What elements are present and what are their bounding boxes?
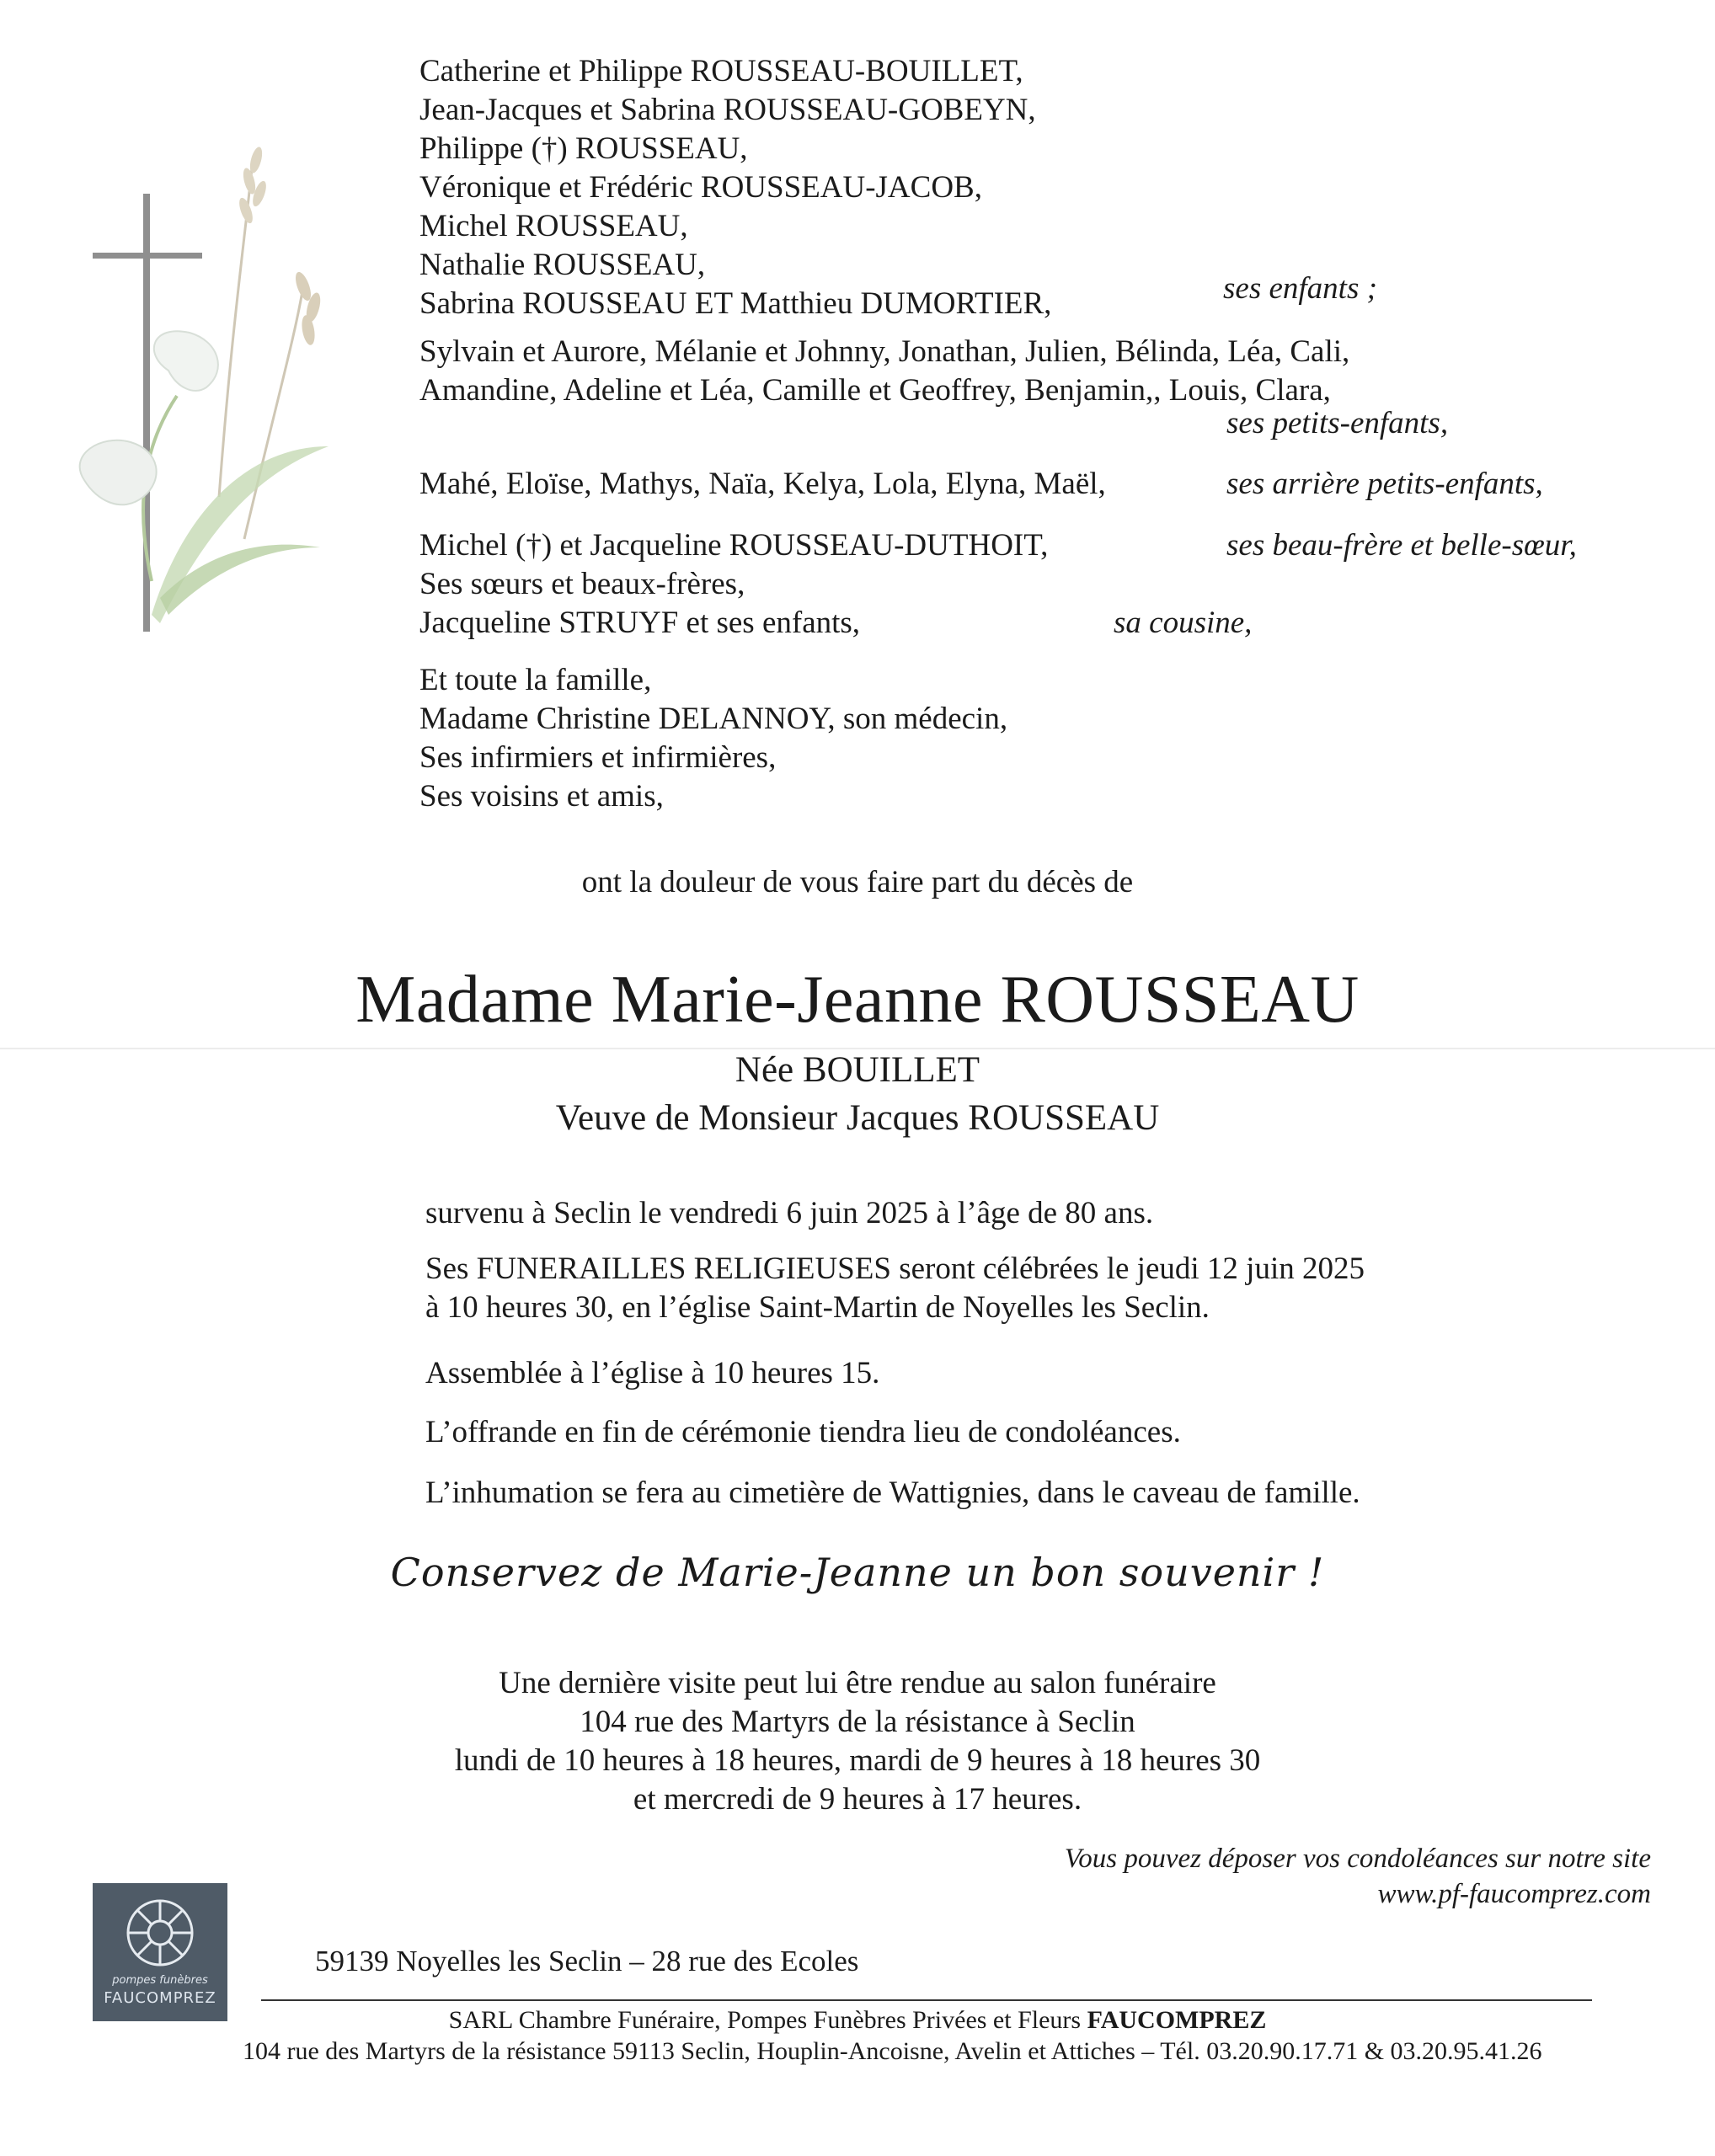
deceased-name: Madame Marie-Jeanne ROUSSEAU <box>355 963 1360 1037</box>
detail-burial: L’inhumation se fera au cimetière de Wattignies, dans le caveau de famille. <box>425 1476 1360 1510</box>
others-line: Ses infirmiers et infirmières, <box>419 740 777 775</box>
footer-company <box>0 2004 1715 2036</box>
others-line: Madame Christine DELANNOY, son médecin, <box>419 702 1008 736</box>
detail-funeral-line: Ses FUNERAILLES RELIGIEUSES seront célébrées le jeudi 12 juin 2025 <box>425 1251 1365 1286</box>
detail-funeral <box>425 1250 1365 1327</box>
footer-company-prefix: SARL Chambre Funéraire, Pompes Funèbres Privées et Fleurs <box>448 2006 1087 2034</box>
child-line: Véronique et Frédéric ROUSSEAU-JACOB, <box>419 170 982 205</box>
condolences-line: Vous pouvez déposer vos condoléances sur notre site <box>1064 1844 1651 1874</box>
logo-brand: FAUCOMPREZ <box>104 1989 216 2007</box>
birth-name: Née BOUILLET <box>735 1050 980 1090</box>
visit-line: lundi de 10 heures à 18 heures, mardi de 9 heures à 18 heures 30 <box>454 1743 1261 1778</box>
relation-cousin: sa cousine, <box>1114 606 1253 640</box>
child-line: Philippe (†) ROUSSEAU, <box>419 131 748 166</box>
child-line: Jean-Jacques et Sabrina ROUSSEAU-GOBEYN, <box>419 93 1036 127</box>
in-law-line: Michel (†) et Jacqueline ROUSSEAU-DUTHOIT, <box>419 528 1049 563</box>
visit-line: Une dernière visite peut lui être rendue au salon funéraire <box>499 1666 1216 1700</box>
grandchild-line: Sylvain et Aurore, Mélanie et Johnny, Jonathan, Julien, Bélinda, Léa, Cali, <box>419 334 1350 369</box>
visit-line: 104 rue des Martyrs de la résistance à Seclin <box>580 1705 1135 1739</box>
condolences-url[interactable]: www.pf-faucomprez.com <box>1377 1879 1651 1909</box>
footer-company-name: FAUCOMPREZ <box>1087 2006 1267 2034</box>
in-laws-list <box>419 526 1048 643</box>
child-line: Nathalie ROUSSEAU, <box>419 248 706 282</box>
memory-line: Conservez de Marie-Jeanne un bon souvenir ! <box>390 1550 1325 1595</box>
grandchildren-list <box>419 333 1349 410</box>
logo-tagline: pompes funèbres <box>112 1974 208 1987</box>
child-line: Sabrina ROUSSEAU ET Matthieu DUMORTIER, <box>419 286 1052 321</box>
detail-offering: L’offrande en fin de cérémonie tiendra lieu de condoléances. <box>425 1415 1181 1449</box>
condolences-block <box>1065 1841 1651 1912</box>
relation-in-laws: ses beau-frère et belle-sœur, <box>1226 528 1577 563</box>
relation-great-grandchildren: ses arrière petits-enfants, <box>1226 467 1543 501</box>
others-line: Ses voisins et amis, <box>419 779 664 814</box>
announcement-line: ont la douleur de vous faire part du décès de <box>581 865 1134 899</box>
footer-divider <box>261 1999 1592 2001</box>
others-list <box>419 661 1007 816</box>
others-line: Et toute la famille, <box>419 663 652 697</box>
in-law-line: Jacqueline STRUYF et ses enfants, <box>419 606 861 640</box>
in-law-line: Ses sœurs et beaux-frères, <box>419 567 745 601</box>
detail-death: survenu à Seclin le vendredi 6 juin 2025 à l’âge de 80 ans. <box>425 1196 1154 1230</box>
detail-funeral-line: à 10 heures 30, en l’église Saint-Martin de Noyelles les Seclin. <box>425 1290 1210 1325</box>
visit-line: et mercredi de 9 heures à 17 heures. <box>633 1782 1082 1817</box>
visit-info <box>0 1664 1715 1819</box>
child-line: Catherine et Philippe ROUSSEAU-BOUILLET, <box>419 54 1023 88</box>
grandchild-line: Amandine, Adeline et Léa, Camille et Geoffrey, Benjamin,, Louis, Clara, <box>419 373 1331 408</box>
child-line: Michel ROUSSEAU, <box>419 209 688 243</box>
widow-of: Veuve de Monsieur Jacques ROUSSEAU <box>555 1098 1160 1138</box>
footer-address: 59139 Noyelles les Seclin – 28 rue des Ecoles <box>315 1945 859 1977</box>
cross-lily-illustration <box>51 143 362 648</box>
funeral-home-logo <box>93 1883 227 2021</box>
detail-assembly: Assemblée à l’église à 10 heures 15. <box>425 1356 880 1390</box>
relation-children: ses enfants ; <box>1223 271 1377 306</box>
children-list <box>419 52 1051 323</box>
flower-emblem-icon <box>122 1895 198 1971</box>
relation-grandchildren: ses petits-enfants, <box>1226 406 1449 440</box>
footer-contact: 104 rue des Martyrs de la résistance 59113 Seclin, Houplin-Ancoisne, Avelin et Attiches – Tél. 03.20.90.17.71 & 03.20.95.41.26 <box>243 2037 1542 2065</box>
great-grandchildren-line: Mahé, Eloïse, Mathys, Naïa, Kelya, Lola, Elyna, Maël, <box>419 467 1106 501</box>
